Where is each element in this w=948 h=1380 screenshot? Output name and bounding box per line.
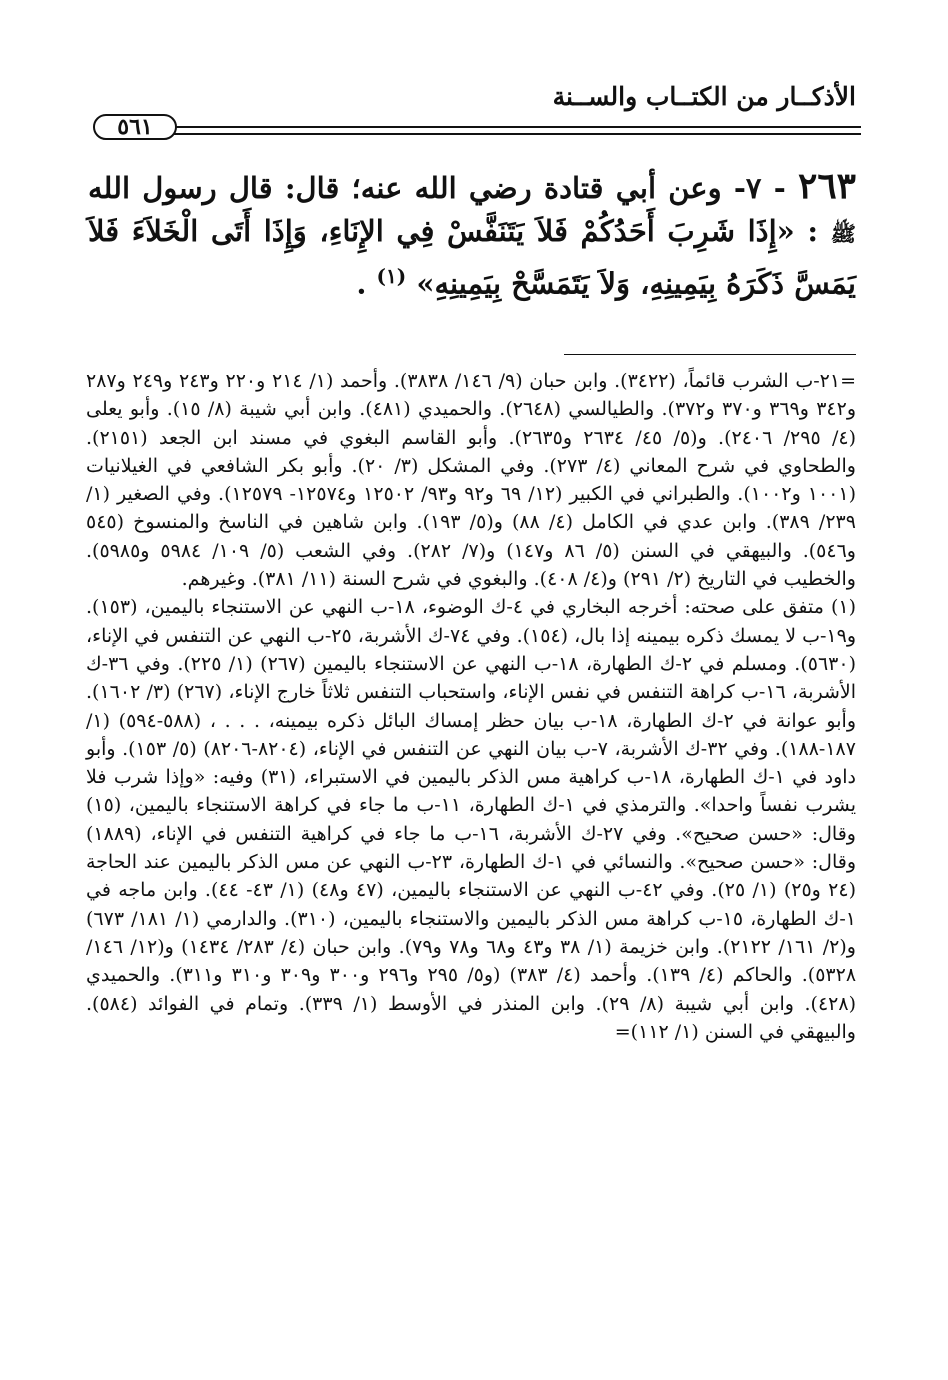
page-number: ٥٦١ — [117, 114, 153, 140]
page-number-badge — [93, 114, 177, 140]
running-title: الأذكــار من الكتــاب والســنة — [552, 82, 856, 111]
hadith-number: ٢٦٣ — [797, 165, 856, 207]
footnote-separator — [564, 354, 856, 355]
hadith-intro: وعن أبي قتادة رضي الله عنه؛ قال: قال رسول الله — [88, 171, 722, 205]
footnote-1: (١) متفق على صحته: أخرجه البخاري في ٤-ك الوضوء، ١٨-ب النهي عن الاستنجاء باليمين، (١٥٣). و١٩-ب لا يمسك ذكره بيمينه إذا بال، (١٥٤). وفي ٧٤-ك الأشربة، ٢٥-ب النهي عن التنفس في الإناء، (٥٦٣٠). ومسلم في ٢-ك الطهارة، ١٨-ب النهي عن الاستنجاء باليمين (٢٦٧) (١/ ٢٢٥). وفي ٣٦-ك الأشربة، ١٦-ب كراهة التنفس في نفس الإناء، واستحباب التنفس ثلاثاً خارج الإناء، (٢٦٧) (٣/ ١٦٠٢). وأبو عوانة في ٢-ك الطهارة، ١٨-ب بيان حظر إمساك البائل ذكره بيمينه، . . . ، (٥٨٨-٥٩٤) (١/ ١٨٧-١٨٨). وفي ٣٢-ك الأشربة، ٧-ب بيان النهي عن التنفس في الإناء، (٨٢٠٤-٨٢٠٦) (٥/ ١٥٣). وأبو داود في ١-ك الطهارة، ١٨-ب كراهية مس الذكر باليمين في الاستبراء، (٣١) وفيه: «وإذا شرب فلا يشرب نفساً واحدا». والترمذي في ١-ك الطهارة، ١١-ب ما جاء في كراهة الاستنجاء باليمين، (١٥) وقال: «حسن صحيح». وفي ٢٧-ك الأشربة، ١٦-ب ما جاء في كراهية التنفس في الإناء، (١٨٨٩) وقال: «حسن صحيح». والنسائي في ١-ك الطهارة، ٢٣-ب النهي عن مس الذكر باليمين عند الحاجة (٢٤ و٢٥) (١/ ٢٥). وفي ٤٢-ب النهي عن الاستنجاء باليمين، (٤٧ و٤٨) (١/ ٤٣- ٤٤). وابن ماجه في ١-ك الطهارة، ١٥-ب كراهة مس الذكر باليمين والاستنجاء باليمين، (٣١٠). والدارمي (١/ ١٨١/ ٦٧٣) و(٢/ ١٦١/ ٢١٢٢). وابن خزيمة (١/ ٣٨ و٤٣ و٦٨ و٧٨ و٧٩). وابن حبان (٤/ ٢٨٣/ ١٤٣٤) و(١٢/ ١٤٦/ ٥٣٢٨). والحاكم (٤/ ١٣٩). وأحمد (٤/ ٣٨٣) (و٥/ ٢٩٥ و٢٩٦ و٣٠٠ و٣٠٩ و٣١٠ و٣١١). والحميدي (٤٢٨). وابن أبي شيبة (٨/ ٢٩). وابن المنذر في الأوسط (١/ ٣٣٩). وتمام في الفوائد (٥٨٤). والبيهقي في السنن (١/ ١١٢)= — [86, 596, 857, 1043]
double-rule-line — [171, 126, 861, 135]
hadith-sub-number: ٧- — [721, 171, 762, 205]
salutation-glyph: ﷺ — [830, 221, 856, 246]
hadith-text-block: ٢٦٣ - ٧- وعن أبي قتادة رضي الله عنه؛ قال: قال رسول الله ﷺ : «إِذَا شَرِبَ أَحَدُكُمْ فَلاَ يَتَنَفَّسْ فِي الإِنَاءِ، وَإِذَا أَتَى الْخَلاَءَ فَلاَ يَمَسَّ ذَكَرَهُ بِيَمِينِهِ، وَلاَ يَتَمَسَّحْ بِيَمِينِهِ» $^{(١)}$ . — [88, 165, 856, 301]
footnotes — [86, 367, 856, 1046]
hadith-quote: : «إِذَا شَرِبَ أَحَدُكُمْ فَلاَ يَتَنَفَّسْ فِي الإِنَاءِ، وَإِذَا أَتَى الْخَلاَءَ فَلاَ يَمَسَّ ذَكَرَهُ بِيَمِينِهِ، وَلاَ يَتَمَسَّحْ بِيَمِينِهِ» — [88, 214, 856, 301]
hadith-end: . — [356, 266, 377, 301]
header-rule — [93, 114, 861, 142]
footnote-continuation: =٢١-ب الشرب قائماً، (٣٤٢٢). وابن حبان (٩/ ١٤٦/ ٣٨٣٨). وأحمد (١/ ٢١٤ و٢٢٠ و٢٤٣ و٢٤٩ و٢٨٧ و٣٤٢ و٣٦٩ و٣٧٠ و٣٧٢). والطيالسي (٢٦٤٨). والحميدي (٤٨١). وابن أبي شيبة (٨/ ١٥). وأبو يعلى (٤/ ٢٩٥/ ٢٤٠٦). و(٥/ ٤٥/ ٢٦٣٤ و٢٦٣٥). وأبو القاسم البغوي في مسند ابن الجعد (٢١٥١). والطحاوي في شرح المعاني (٤/ ٢٧٣). وفي المشكل (٣/ ٢٠). وأبو بكر الشافعي في الغيلانيات (١٠٠١ و١٠٠٢). والطبراني في الكبير (١٢/ ٦٩ و٩٢ و٩٣/ ١٢٥٠٢ و١٢٥٧٤- ١٢٥٧٩). وفي الصغير (١/ ٢٣٩/ ٣٨٩). وابن عدي في الكامل (٤/ ٨٨) و(٥/ ١٩٣). وابن شاهين في الناسخ والمنسوخ (٥٤٥ و٥٤٦). والبيهقي في السنن (٥/ ٨٦ و١٤٧) و(٧/ ٢٨٢). وفي الشعب (٥/ ١٠٩/ ٥٩٨٤ و٥٩٨٥). والخطيب في التاريخ (٢/ ٢٩١) و(٤/ ٤٠٨). والبغوي في شرح السنة (١١/ ٣٨١). وغيرهم. — [86, 370, 856, 591]
footnote-ref-1: (١) — [376, 264, 407, 288]
